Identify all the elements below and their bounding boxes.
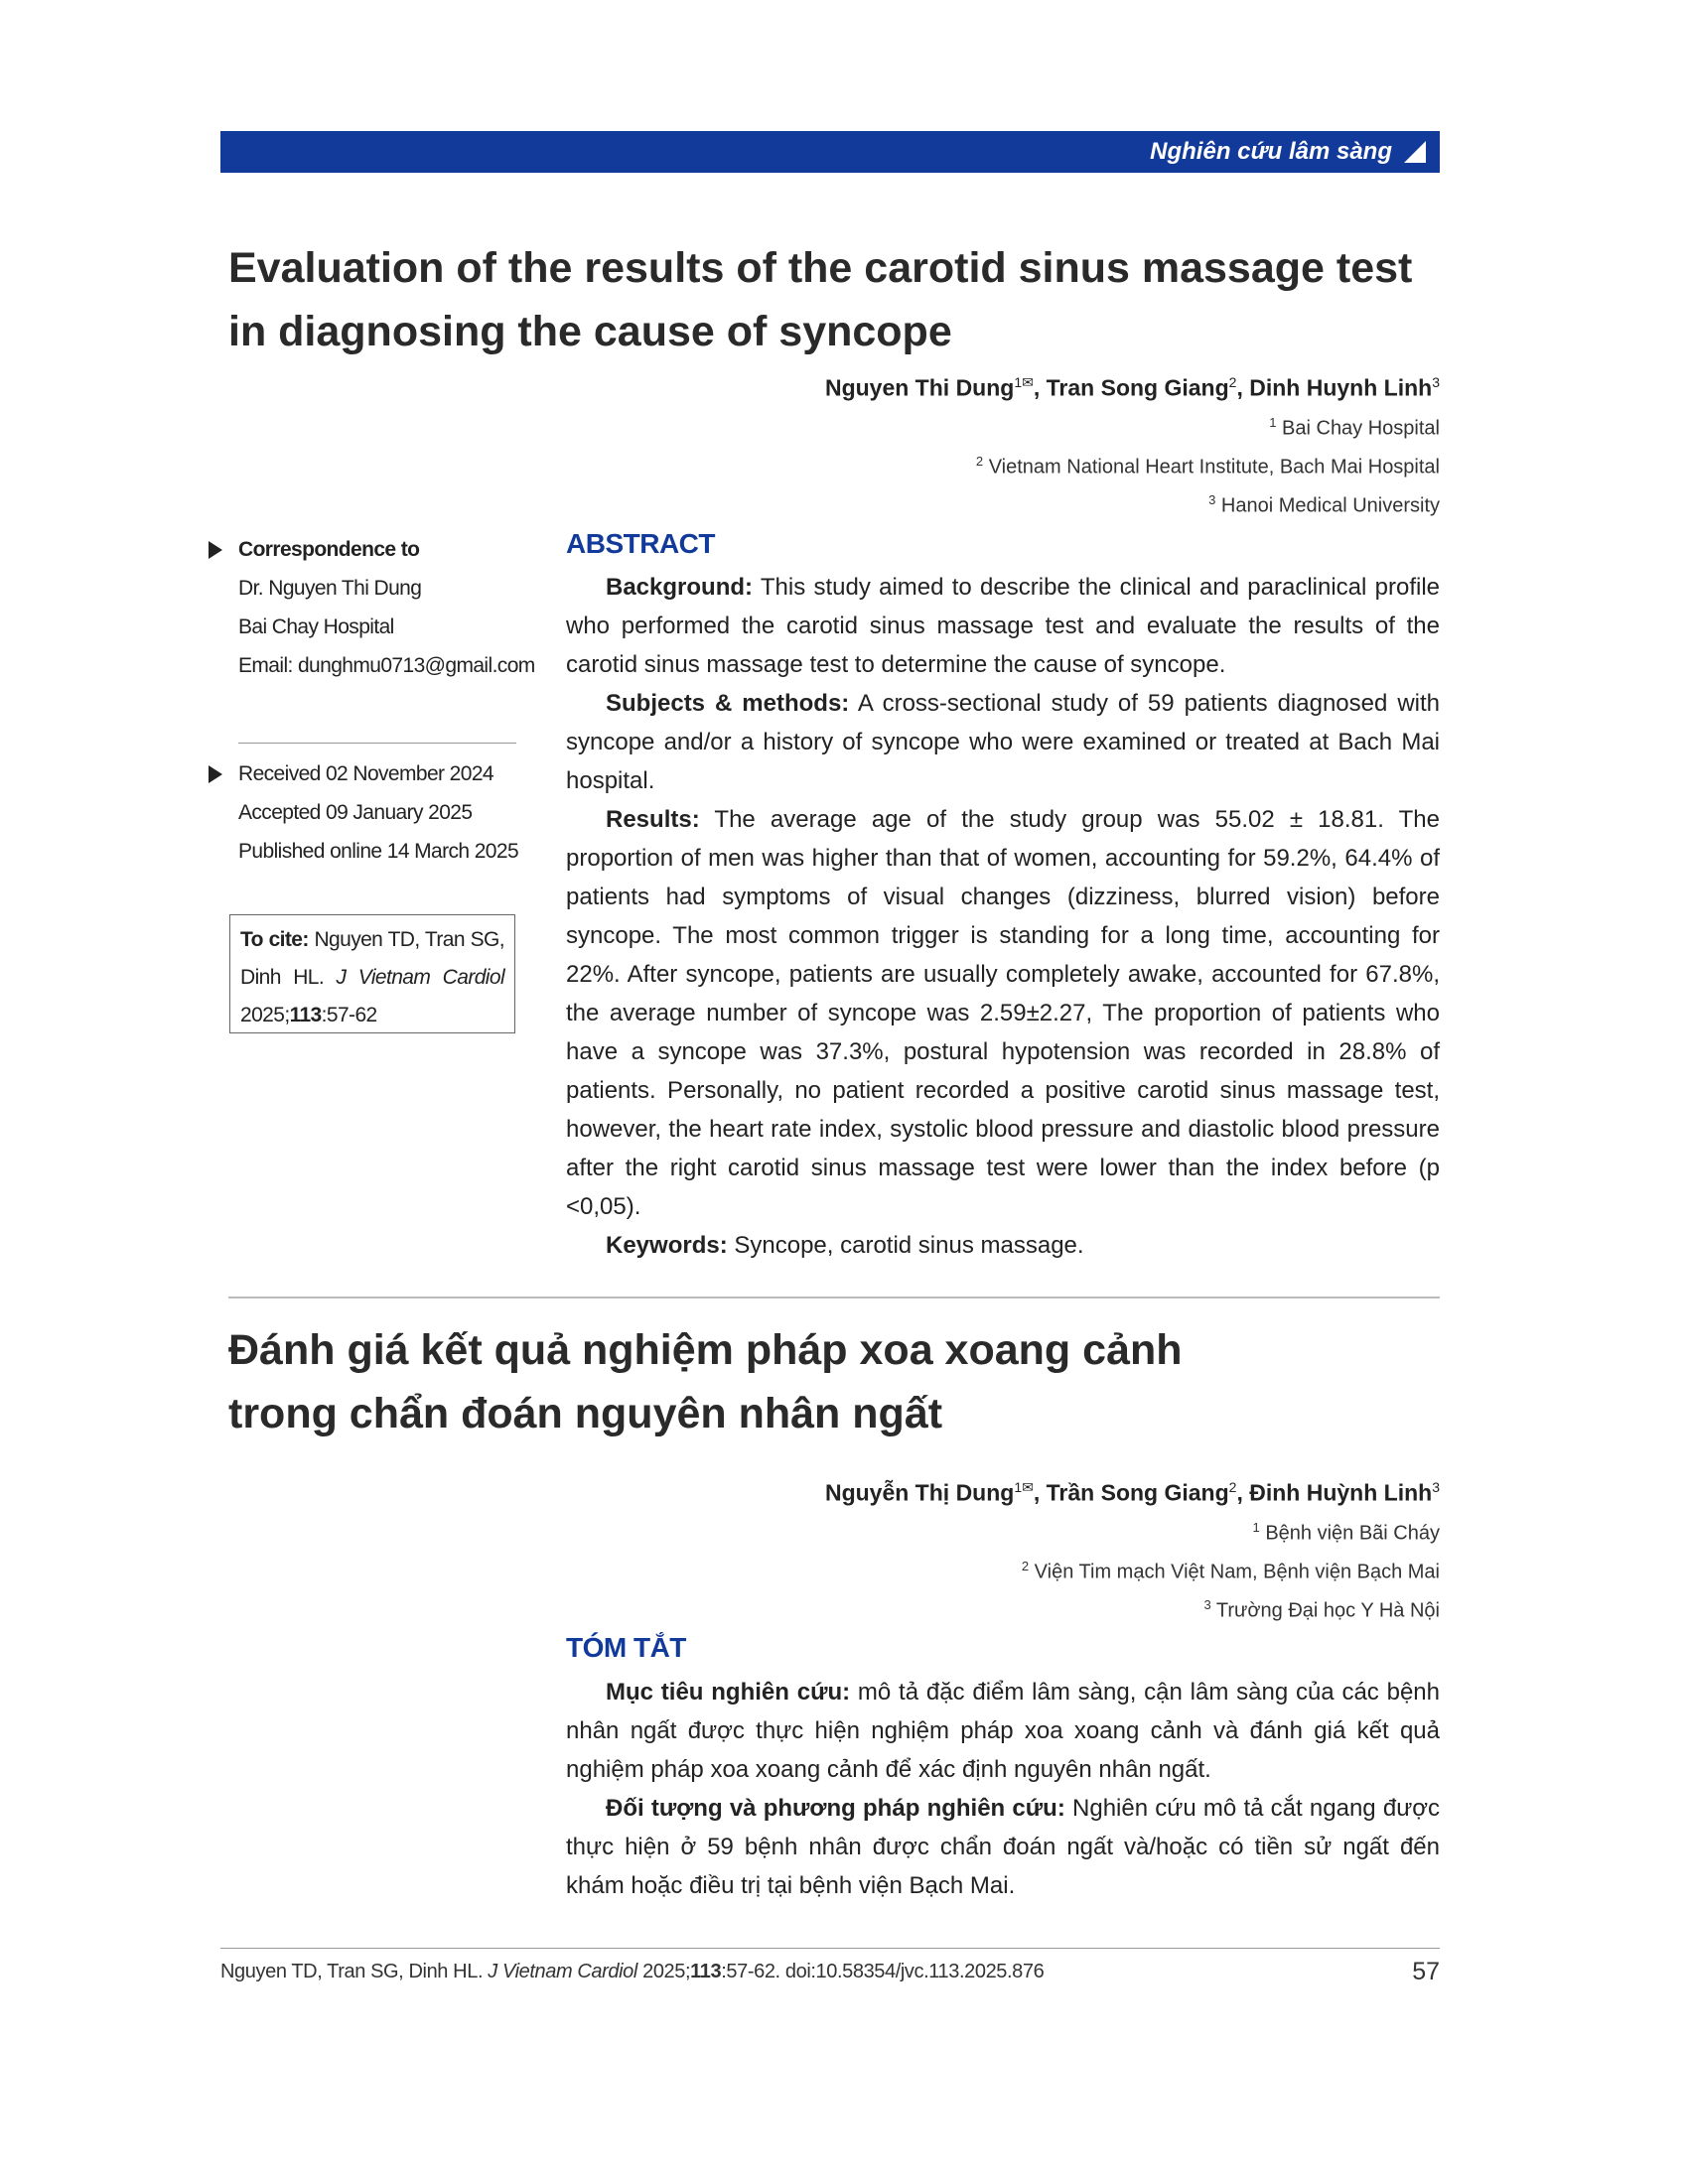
correspondence-email[interactable]: Email: dunghmu0713@gmail.com bbox=[238, 654, 535, 677]
keywords-text: Syncope, carotid sinus massage. bbox=[727, 1232, 1084, 1259]
author-sup: 1✉ bbox=[1014, 374, 1034, 390]
sidebar-divider bbox=[238, 743, 516, 744]
correspondence-name: Dr. Nguyen Thi Dung bbox=[238, 577, 422, 600]
affiliation-sup: 1 bbox=[1269, 415, 1277, 430]
cite-authors: Nguyen TD, Tran SG, Dinh HL. bbox=[240, 928, 504, 989]
footer-year: 2025; bbox=[636, 1961, 691, 1982]
vietnamese-title-line2: trong chẩn đoán nguyên nhân ngất bbox=[228, 1390, 943, 1437]
english-authors: Nguyen Thi Dung$^{1✉}$, Tran Song Giang$^2$, Dinh Huynh Linh$^3$ bbox=[824, 374, 1440, 401]
vn-methods-label: Đối tượng và phương pháp nghiên cứu: bbox=[606, 1795, 1065, 1822]
arrow-right-icon bbox=[209, 541, 222, 559]
author-sup: 1✉ bbox=[1014, 1479, 1034, 1495]
author-name: Tran Song Giang bbox=[1046, 374, 1229, 401]
background-paragraph bbox=[566, 568, 1440, 684]
affiliation-sup: 1 bbox=[1252, 1520, 1260, 1535]
results-label: Results: bbox=[606, 806, 700, 833]
section-header-bar bbox=[220, 131, 1440, 173]
arrow-right-icon bbox=[209, 765, 222, 783]
author-sup: 2 bbox=[1228, 374, 1237, 390]
background-label: Background: bbox=[606, 574, 754, 601]
section-label: Nghiên cứu lâm sàng bbox=[1150, 138, 1392, 165]
objective-label: Mục tiêu nghiên cứu: bbox=[606, 1679, 851, 1706]
footer-divider bbox=[220, 1948, 1440, 1949]
methods-text: A cross-sectional study of 59 patients diagnosed with syncope and/or a history of syncope who were examined or treated at Bach Mai hospital. bbox=[566, 690, 1440, 794]
keywords-paragraph bbox=[566, 1226, 1440, 1265]
cite-year: 2025; bbox=[240, 1004, 290, 1026]
published-date: Published online 14 March 2025 bbox=[238, 840, 519, 863]
accepted-date: Accepted 09 January 2025 bbox=[238, 801, 473, 824]
objective-paragraph bbox=[566, 1673, 1440, 1789]
cite-journal: J Vietnam Cardiol bbox=[336, 966, 505, 989]
author-name: Nguyen Thi Dung bbox=[824, 374, 1015, 401]
cite-box bbox=[229, 914, 515, 1033]
footer-doi[interactable]: :57-62. doi:10.58354/jvc.113.2025.876 bbox=[721, 1961, 1045, 1982]
vietnamese-abstract-heading: TÓM TẮT bbox=[566, 1632, 686, 1663]
vietnamese-abstract-body bbox=[566, 1673, 1440, 1905]
page-number: 57 bbox=[1412, 1958, 1440, 1985]
vietnamese-affiliation-1 bbox=[1253, 1520, 1440, 1546]
footer-authors: Nguyen TD, Tran SG, Dinh HL. bbox=[220, 1961, 489, 1982]
vn-methods-text: Nghiên cứu mô tả cắt ngang được thực hiện ở 59 bệnh nhân được chẩn đoán ngất và/hoặc có tiền sử ngất đến khám hoặc điều trị tại bệnh viện Bạch Mai. bbox=[566, 1795, 1441, 1899]
correspondence-block bbox=[209, 530, 535, 749]
english-title-line2: in diagnosing the cause of syncope bbox=[228, 308, 952, 355]
vietnamese-affiliation-2 bbox=[1022, 1559, 1440, 1584]
cite-label: To cite: bbox=[240, 928, 309, 951]
affiliation-text: Hanoi Medical University bbox=[1220, 494, 1440, 517]
affiliation-text: Vietnam National Heart Institute, Bach Mai Hospital bbox=[988, 456, 1440, 478]
english-affiliation-2 bbox=[976, 454, 1440, 479]
results-text: The average age of the study group was 55.02 ± 18.81. The proportion of men was higher than that of women, accounting for 59.2%, 64.4% of patients had symptoms of visual changes (dizziness, blurred vision) before syncope. The most common trigger is standing for a long time, accounting for 22%. After syncope, patients are usually completely awake, accounted for 67.8%, the average number of syncope was 2.59±2.27, The proportion of patients who have a syncope was 37.3%, postural hypotension was recorded in 28.8% of patients. Personally, no patient recorded a positive carotid sinus massage test, however, the heart rate index, systolic blood pressure and diastolic blood pressure after the right carotid sinus massage test were lower than the index before (p <0,05). bbox=[566, 806, 1440, 1220]
vietnamese-authors: Nguyễn Thị Dung$^{1✉}$, Trần Song Giang$^2$, Đinh Huỳnh Linh$^3$ bbox=[824, 1479, 1440, 1506]
affiliation-text: Bai Chay Hospital bbox=[1282, 417, 1440, 440]
english-abstract-body bbox=[566, 568, 1440, 1265]
dates-block bbox=[209, 754, 519, 884]
cite-pages: :57-62 bbox=[321, 1004, 377, 1026]
section-divider bbox=[228, 1297, 1440, 1298]
correspondence-label: Correspondence to bbox=[238, 538, 420, 561]
vietnamese-title bbox=[228, 1318, 1440, 1445]
footer-journal: J Vietnam Cardiol bbox=[488, 1961, 637, 1982]
corner-triangle-icon bbox=[1404, 141, 1426, 163]
affiliation-text: Bệnh viện Bãi Cháy bbox=[1265, 1522, 1440, 1545]
methods-label: Subjects & methods: bbox=[606, 690, 850, 717]
author-name: Dinh Huynh Linh bbox=[1249, 374, 1433, 401]
cite-volume: 113 bbox=[289, 1004, 322, 1026]
correspondence-institution: Bai Chay Hospital bbox=[238, 615, 394, 638]
results-paragraph bbox=[566, 800, 1440, 1226]
methods-paragraph bbox=[566, 684, 1440, 800]
affiliation-sup: 3 bbox=[1208, 492, 1216, 507]
vietnamese-affiliation-3 bbox=[1203, 1597, 1440, 1623]
author-sup: 3 bbox=[1432, 374, 1440, 390]
vn-methods-paragraph bbox=[566, 1789, 1440, 1905]
footer-citation bbox=[220, 1961, 1044, 1983]
affiliation-sup: 2 bbox=[975, 454, 984, 469]
author-sup: 2 bbox=[1228, 1479, 1237, 1495]
vietnamese-title-line1: Đánh giá kết quả nghiệm pháp xoa xoang cảnh bbox=[228, 1326, 1183, 1374]
english-title bbox=[228, 236, 1440, 363]
english-affiliation-1 bbox=[1269, 415, 1440, 441]
objective-text: mô tả đặc điểm lâm sàng, cận lâm sàng của các bệnh nhân ngất được thực hiện nghiệm pháp xoa xoang cảnh và đánh giá kết quả nghiệm pháp xoa xoang cảnh để xác định nguyên nhân ngất. bbox=[566, 1679, 1440, 1783]
received-date: Received 02 November 2024 bbox=[238, 762, 493, 785]
english-affiliation-3 bbox=[1208, 492, 1440, 518]
author-name: Trần Song Giang bbox=[1046, 1479, 1229, 1506]
author-name: Nguyễn Thị Dung bbox=[824, 1479, 1015, 1506]
abstract-heading: ABSTRACT bbox=[566, 528, 715, 559]
affiliation-sup: 2 bbox=[1021, 1559, 1030, 1573]
background-text: This study aimed to describe the clinical and paraclinical profile who performed the carotid sinus massage test and evaluate the results of the carotid sinus massage test to determine the cause of syncope. bbox=[566, 574, 1440, 678]
affiliation-sup: 3 bbox=[1203, 1597, 1211, 1612]
footer-volume: 113 bbox=[690, 1961, 722, 1982]
english-title-line1: Evaluation of the results of the carotid sinus massage test bbox=[228, 244, 1413, 292]
author-sup: 3 bbox=[1432, 1479, 1440, 1495]
affiliation-text: Trường Đại học Y Hà Nội bbox=[1215, 1599, 1440, 1622]
affiliation-text: Viện Tim mạch Việt Nam, Bệnh viện Bạch Mai bbox=[1034, 1561, 1440, 1583]
author-name: Đinh Huỳnh Linh bbox=[1249, 1479, 1433, 1506]
keywords-label: Keywords: bbox=[606, 1232, 728, 1259]
